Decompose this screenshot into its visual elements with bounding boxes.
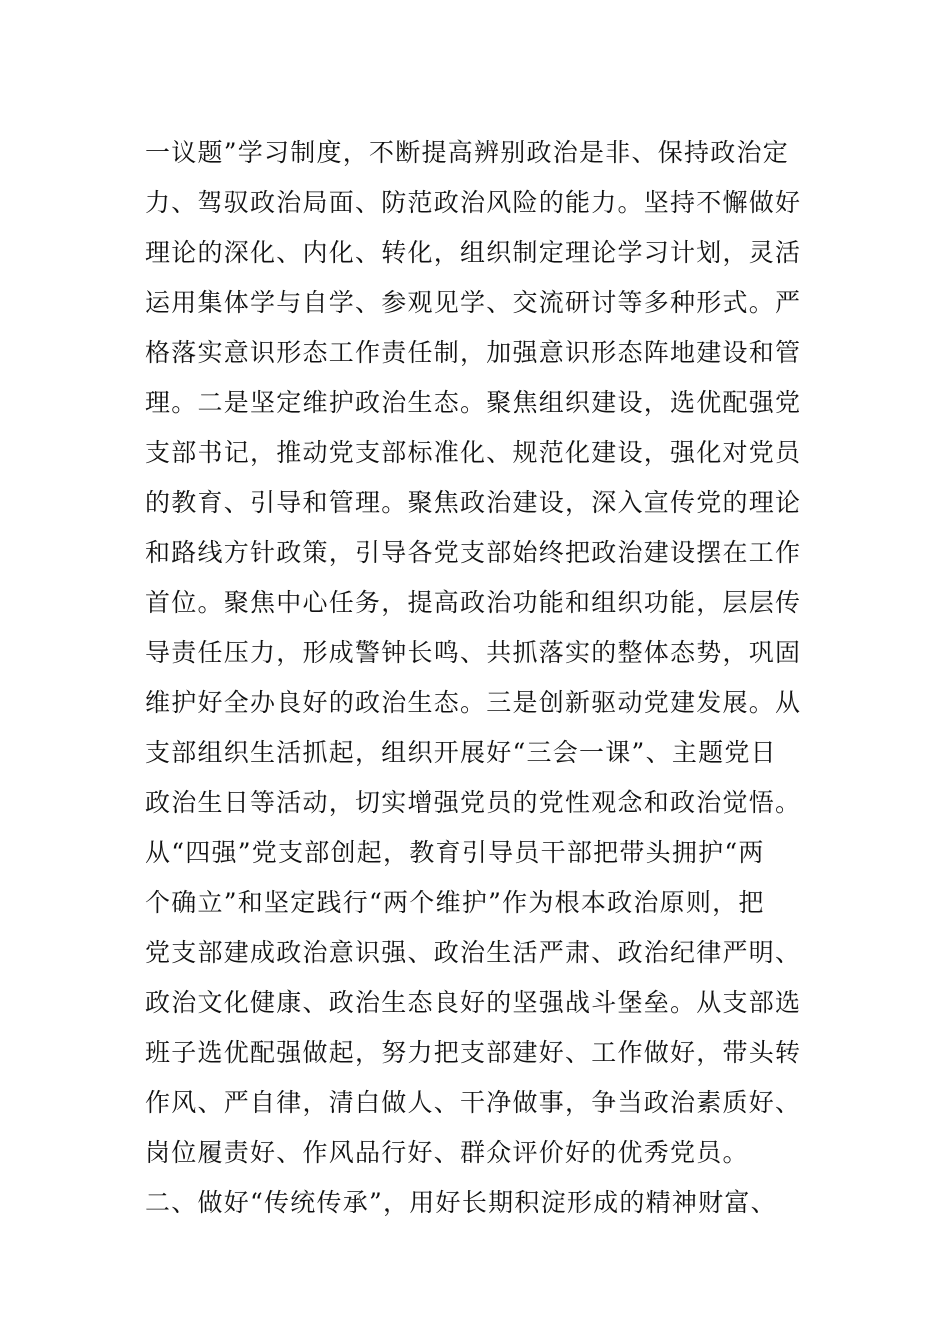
text-line: 运用集体学与自学、参观见学、交流研讨等多种形式。严	[145, 288, 802, 317]
text-line: 维护好全办良好的政治生态。三是创新驱动党建发展。从	[145, 688, 802, 717]
text-line: 岗位履责好、作风品行好、群众评价好的优秀党员。	[145, 1138, 749, 1167]
text-line: 的教育、引导和管理。聚焦政治建设，深入宣传党的理论	[145, 488, 802, 517]
text-line: 党支部建成政治意识强、政治生活严肃、政治纪律严明、	[145, 938, 802, 967]
text-line: 支部组织生活抓起，组织开展好“三会一课”、主题党日	[145, 738, 777, 767]
text-line: 作风、严自律，清白做人、干净做事，争当政治素质好、	[145, 1088, 802, 1117]
section-heading: 二、做好“传统传承”，用好长期积淀形成的精神财富、	[145, 1188, 777, 1217]
text-line: 格落实意识形态工作责任制，加强意识形态阵地建设和管	[145, 338, 802, 367]
text-line: 从“四强”党支部创起，教育引导员干部把带头拥护“两	[145, 838, 765, 867]
text-line: 支部书记，推动党支部标准化、规范化建设，强化对党员	[145, 438, 802, 467]
text-line: 首位。聚焦中心任务，提高政治功能和组织功能，层层传	[145, 588, 802, 617]
text-line: 班子选优配强做起，努力把支部建好、工作做好，带头转	[145, 1038, 802, 1067]
text-line: 力、驾驭政治局面、防范政治风险的能力。坚持不懈做好	[145, 188, 802, 217]
text-line: 导责任压力，形成警钟长鸣、共抓落实的整体态势，巩固	[145, 638, 802, 667]
text-line: 政治生日等活动，切实增强党员的党性观念和政治觉悟。	[145, 788, 802, 817]
text-line: 理。二是坚定维护政治生态。聚焦组织建设，选优配强党	[145, 388, 802, 417]
text-line: 政治文化健康、政治生态良好的坚强战斗堡垒。从支部选	[145, 988, 802, 1017]
text-line: 理论的深化、内化、转化，组织制定理论学习计划，灵活	[145, 238, 802, 267]
text-line: 一议题”学习制度，不断提高辨别政治是非、保持政治定	[145, 138, 790, 167]
text-line: 个确立”和坚定践行“两个维护”作为根本政治原则，把	[145, 888, 765, 917]
document-body	[145, 128, 815, 1228]
text-line: 和路线方针政策，引导各党支部始终把政治建设摆在工作	[145, 538, 802, 567]
